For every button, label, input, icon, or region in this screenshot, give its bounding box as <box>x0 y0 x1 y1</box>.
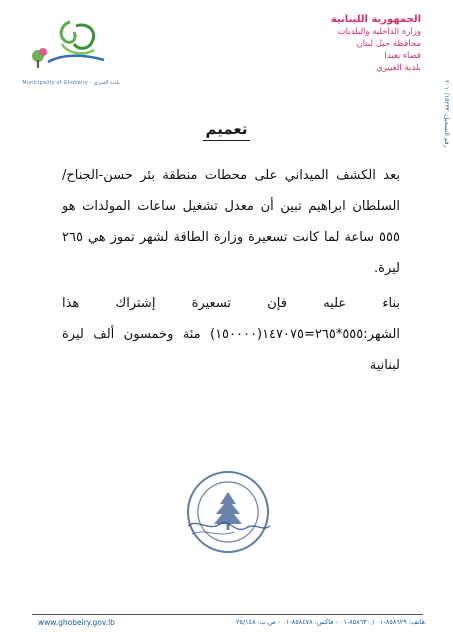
footer-website-link[interactable]: www.ghobeiry.gov.lb <box>38 618 115 627</box>
header-line-district: قضاء بعبدا <box>384 51 421 61</box>
footer-divider <box>32 614 423 615</box>
body-paragraph-2: بناء عليه فإن تسعيرة إشتراك هذا الشهر:٥٥٥*٢٦٥=١٤٧٠٧٥(١٥٠٠٠٠) مئة وخمسون ألف ليرة لبنانية <box>62 296 400 373</box>
footer-contact-info: هاتف: ٨٥٨٦٢٩-٠١ / ٨٥٨٦٣٠-٠١ - فاكس: ٨٥٨٤٧٨-٠١ - ص.ب: ٢٥/١٤٨ <box>235 618 425 626</box>
official-stamp <box>178 462 278 562</box>
header-line-governorate: محافظة جبل لبنان <box>356 39 421 49</box>
municipality-logo <box>12 14 130 92</box>
side-registration-text: رقم التسجيل: ٢٠١٠/١٥٢٣٣ <box>443 80 450 148</box>
logo-caption: Municipality of Ghobeiry - بلدية الغبيري <box>22 80 120 86</box>
header-line-republic: الجمهورية اللبنانية <box>330 14 421 25</box>
header-line-ministry: وزارة الداخلية والبلديات <box>337 27 421 37</box>
header-line-municipality: بلدية الغبيري <box>376 63 421 73</box>
body-paragraph-1: بعد الكشف الميداني على محطات منطقة بئر حسن-الجناح/السلطان ابراهيم تبين أن معدل تشغيل ساعات المولدات هو ٥٥٥ ساعة لما كانت تسعيرة وزارة الطاقة لشهر تموز هي ٢٦٥ ليرة. <box>62 168 400 276</box>
logo-emblem-icon <box>12 14 130 84</box>
document-title <box>0 120 453 138</box>
document-title-text: تعميم <box>203 120 249 141</box>
stamp-seal-icon <box>178 462 278 562</box>
side-registration-note <box>440 80 450 200</box>
document-body <box>62 160 400 381</box>
letterhead <box>291 14 421 74</box>
